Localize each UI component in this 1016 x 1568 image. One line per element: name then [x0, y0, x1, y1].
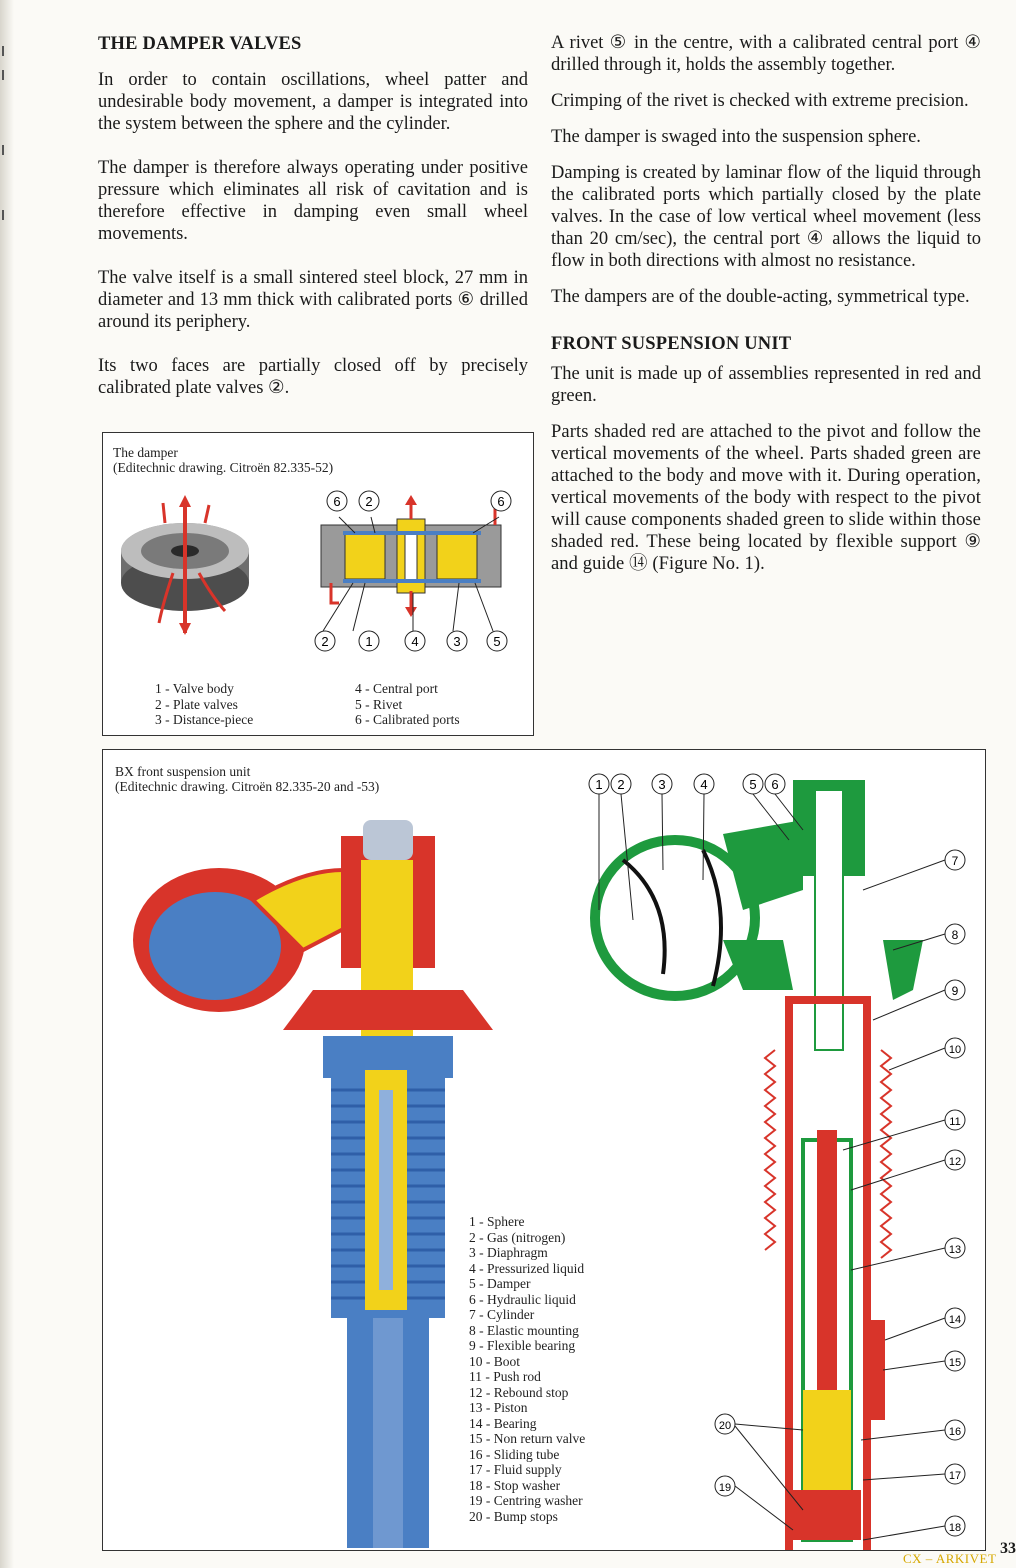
paragraph: The unit is made up of assemblies represented in red and green.	[551, 364, 981, 406]
suspension-figure	[102, 749, 986, 1551]
legend-item: 6 - Calibrated ports	[355, 712, 460, 727]
callout-number: 11	[949, 1116, 961, 1128]
legend-item: 10 - Boot	[469, 1353, 521, 1369]
legend-item: 16 - Sliding tube	[469, 1446, 560, 1462]
callout-number: 19	[718, 1482, 732, 1494]
callout-number: 17	[948, 1470, 962, 1482]
callout-number: 10	[948, 1044, 962, 1056]
legend-item: 20 - Bump stops	[469, 1508, 558, 1524]
callout-number: 3	[658, 777, 666, 792]
legend-item: 11 - Push rod	[469, 1369, 541, 1384]
paragraph: Damping is created by laminar flow of the liquid through the calibrated ports which partially closed by the plate valves. In the case of low vertical wheel movement (less than 20 cm/sec), the central port ④ allows the liquid to flow in both directions with almost no resistance.	[551, 163, 981, 271]
legend-item: 4 - Pressurized liquid	[469, 1260, 585, 1276]
legend-item: 18 - Stop washer	[469, 1477, 561, 1493]
paragraph: In order to contain oscillations, wheel patter and undesirable body movement, a damper is integrated into the system between the sphere and the cylinder.	[98, 70, 528, 134]
legend-item: 2 - Plate valves	[155, 696, 238, 712]
legend-item: 12 - Rebound stop	[469, 1384, 569, 1400]
callout-number: 7	[951, 854, 959, 868]
paragraph: A rivet ⑤ in the centre, with a calibrated central port ④ drilled through it, holds the assembly together.	[551, 33, 981, 75]
callout-number: 18	[948, 1522, 962, 1534]
legend-item: 15 - Non return valve	[469, 1431, 586, 1446]
paragraph: The dampers are of the double-acting, symmetrical type.	[551, 287, 970, 307]
legend-item: 3 - Diaphragm	[469, 1245, 548, 1260]
legend-item: 17 - Fluid supply	[469, 1462, 562, 1477]
figure-caption: BX front suspension unit	[115, 764, 251, 779]
callout-number: 6	[771, 777, 779, 792]
callout-number: 2	[365, 494, 373, 509]
legend-item: 3 - Distance-piece	[155, 712, 254, 727]
paragraph: The damper is therefore always operating under positive pressure which eliminates all risk of cavitation and is therefore effective in damping even small wheel movements.	[98, 158, 528, 244]
callout-number: 16	[948, 1426, 962, 1438]
legend-item: 4 - Central port	[355, 681, 438, 696]
legend-item: 13 - Piston	[469, 1400, 528, 1415]
callout-number: 3	[453, 634, 461, 649]
page-gutter	[0, 0, 14, 1568]
callout-top-row	[589, 774, 785, 794]
callout-number: 5	[749, 777, 757, 792]
right-column	[551, 32, 981, 589]
gutter-mark	[2, 70, 4, 80]
paragraph: Parts shaded red are attached to the pivot and follow the vertical movements of the wheel. Parts shaded green are attached to the body and move with it. During operation, vertical movements of the body with respect to the pivot will cause components shaded green to slide within those shaded red. These being located by flexible support ⑨ and guide ⑭ (Figure No. 1).	[551, 422, 981, 574]
damper-legend-left	[155, 681, 253, 728]
paragraph: Its two faces are partially closed off by precisely calibrated plate valves ②.	[98, 356, 528, 398]
callout-number: 13	[948, 1244, 962, 1256]
legend-item: 19 - Centring washer	[469, 1493, 583, 1508]
legend-item: 6 - Hydraulic liquid	[469, 1291, 576, 1307]
callout-number: 2	[321, 634, 329, 649]
damper-figure	[102, 432, 534, 736]
suspension-legend	[469, 1214, 585, 1524]
suspension-schematic	[595, 780, 923, 1550]
callout-number: 15	[948, 1357, 962, 1369]
callout-number: 1	[365, 634, 373, 649]
callout-number: 5	[493, 634, 501, 649]
watermark: CX – ARKIVET	[903, 1551, 997, 1566]
valve-3d-illustration	[121, 495, 249, 635]
callout-number: 14	[948, 1314, 962, 1326]
legend-item: 9 - Flexible bearing	[469, 1338, 576, 1353]
suspension-cutaway-illustration	[133, 820, 493, 1548]
callout-number: 6	[333, 494, 341, 509]
gutter-mark	[2, 210, 4, 220]
legend-item: 5 - Rivet	[355, 696, 403, 712]
callout-number: 4	[411, 634, 419, 649]
callout-number: 1	[595, 777, 603, 792]
page-number: 33	[1000, 1540, 1016, 1557]
paragraph: The damper is swaged into the suspension sphere.	[551, 127, 921, 147]
callout-number: 4	[700, 777, 708, 792]
paragraph: Crimping of the rivet is checked with extreme precision.	[551, 91, 969, 111]
gutter-mark	[2, 46, 4, 56]
callout-number: 9	[951, 984, 959, 998]
legend-item: 1 - Sphere	[469, 1214, 525, 1229]
heading-front-suspension: FRONT SUSPENSION UNIT	[551, 334, 792, 354]
left-column	[98, 34, 528, 413]
paragraph: The valve itself is a small sintered steel block, 27 mm in diameter and 13 mm thick with calibrated ports ⑥ drilled around its periphery.	[98, 268, 528, 332]
legend-item: 5 - Damper	[469, 1276, 531, 1291]
figure-caption: The damper	[113, 445, 178, 460]
callout-number: 20	[718, 1420, 732, 1432]
gutter-mark	[2, 145, 4, 155]
legend-item: 14 - Bearing	[469, 1415, 537, 1431]
damper-legend-right	[355, 681, 460, 728]
legend-item: 8 - Elastic mounting	[469, 1322, 579, 1338]
callout-number: 6	[497, 494, 505, 509]
callout-left-column	[715, 1414, 735, 1496]
legend-item: 2 - Gas (nitrogen)	[469, 1229, 566, 1245]
legend-item: 1 - Valve body	[155, 681, 234, 696]
callout-number: 8	[951, 928, 959, 942]
valve-cross-section	[321, 495, 505, 631]
figure-caption: (Editechnic drawing. Citroën 82.335-20 and -53)	[115, 779, 380, 794]
callout-side-column	[945, 850, 965, 1536]
callout-number: 12	[948, 1156, 962, 1168]
figure-caption: (Editechnic drawing. Citroën 82.335-52)	[113, 460, 334, 475]
legend-item: 7 - Cylinder	[469, 1307, 535, 1322]
heading-damper-valves: THE DAMPER VALVES	[98, 34, 302, 54]
callout-number: 2	[617, 777, 625, 792]
